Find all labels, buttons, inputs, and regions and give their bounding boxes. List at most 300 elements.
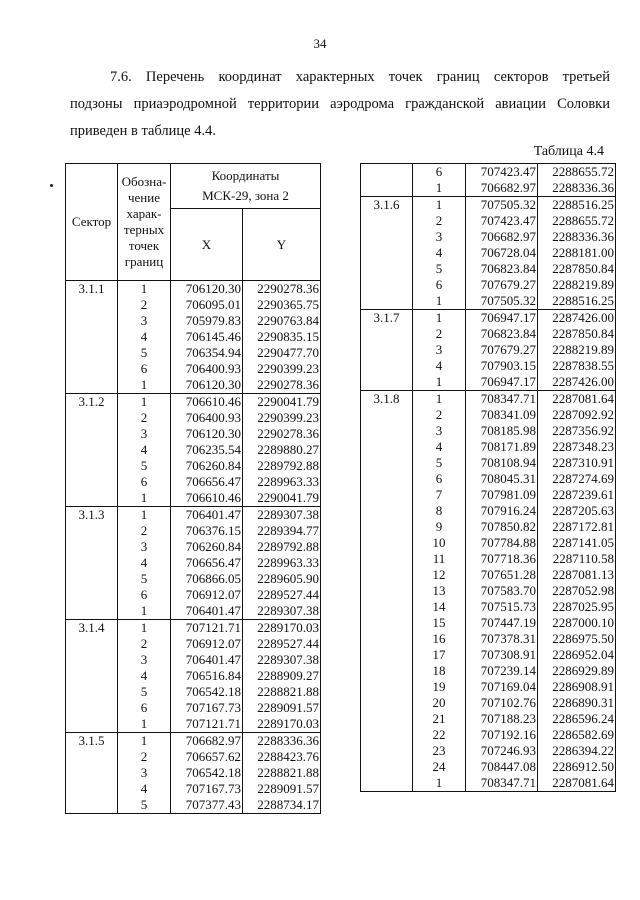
table-row bbox=[66, 781, 321, 797]
sector-cell bbox=[361, 663, 413, 679]
sector-cell bbox=[361, 213, 413, 229]
point-number-cell: 2 bbox=[118, 523, 171, 539]
x-coordinate-cell: 707916.24 bbox=[466, 503, 538, 519]
x-coordinate-cell: 706260.84 bbox=[171, 539, 243, 555]
point-number-cell: 4 bbox=[413, 245, 466, 261]
sector-cell bbox=[361, 519, 413, 535]
table-row bbox=[66, 458, 321, 474]
x-coordinate-cell: 706912.07 bbox=[171, 636, 243, 652]
point-number-cell: 1 bbox=[413, 374, 466, 391]
sector-cell: 3.1.5 bbox=[66, 733, 118, 750]
table-row bbox=[361, 180, 616, 197]
x-coordinate-cell: 708108.94 bbox=[466, 455, 538, 471]
point-number-cell: 1 bbox=[118, 716, 171, 733]
y-coordinate-cell: 2288734.17 bbox=[243, 797, 321, 814]
point-number-cell: 4 bbox=[118, 555, 171, 571]
x-coordinate-cell: 706260.84 bbox=[171, 458, 243, 474]
point-number-cell: 1 bbox=[118, 620, 171, 637]
point-number-cell: 4 bbox=[413, 439, 466, 455]
point-number-cell: 10 bbox=[413, 535, 466, 551]
sector-cell bbox=[361, 342, 413, 358]
x-coordinate-cell: 707850.82 bbox=[466, 519, 538, 535]
x-coordinate-cell: 707651.28 bbox=[466, 567, 538, 583]
x-coordinate-cell: 706120.30 bbox=[171, 426, 243, 442]
sector-cell bbox=[66, 781, 118, 797]
point-number-cell: 5 bbox=[118, 684, 171, 700]
scan-dot bbox=[50, 184, 53, 187]
x-coordinate-cell: 706400.93 bbox=[171, 361, 243, 377]
header-coords: Координаты МСК-29, зона 2 bbox=[171, 164, 321, 209]
table-row bbox=[66, 377, 321, 394]
y-coordinate-cell: 2287110.58 bbox=[552, 551, 614, 566]
y-coordinate-cell: 2289605.90 bbox=[257, 571, 319, 586]
y-coordinate-cell: 2290278.36 bbox=[243, 377, 321, 394]
point-number-cell: 17 bbox=[413, 647, 466, 663]
y-coordinate-cell: 2286394.22 bbox=[552, 743, 614, 758]
sector-cell bbox=[66, 458, 118, 474]
table-row bbox=[361, 423, 616, 439]
sector-cell bbox=[66, 668, 118, 684]
y-coordinate-cell: 2287850.84 bbox=[552, 326, 614, 341]
table-row bbox=[361, 615, 616, 631]
table-row bbox=[66, 361, 321, 377]
y-coordinate-cell: 2290835.15 bbox=[257, 329, 319, 344]
x-coordinate-cell: 706947.17 bbox=[466, 374, 538, 391]
y-coordinate-cell: 2287239.61 bbox=[552, 487, 614, 502]
y-coordinate-cell: 2286908.91 bbox=[552, 679, 614, 694]
y-coordinate-cell: 2287348.23 bbox=[552, 439, 614, 454]
point-number-cell: 1 bbox=[118, 603, 171, 620]
table-row bbox=[66, 733, 321, 750]
point-number-cell: 3 bbox=[118, 765, 171, 781]
y-coordinate-cell: 2289307.38 bbox=[243, 603, 321, 620]
point-number-cell: 12 bbox=[413, 567, 466, 583]
sector-cell bbox=[66, 684, 118, 700]
x-coordinate-cell: 706610.46 bbox=[171, 394, 243, 411]
sector-cell: 3.1.6 bbox=[361, 197, 413, 214]
sector-cell bbox=[66, 490, 118, 507]
sector-cell bbox=[361, 164, 413, 181]
table-row bbox=[361, 727, 616, 743]
header-designation: Обозна- чение харак- терных точек границ bbox=[118, 164, 171, 281]
x-coordinate-cell: 707784.88 bbox=[466, 535, 538, 551]
x-coordinate-cell: 707447.19 bbox=[466, 615, 538, 631]
point-number-cell: 6 bbox=[413, 164, 466, 181]
x-coordinate-cell: 706866.05 bbox=[171, 571, 243, 587]
sector-cell bbox=[66, 297, 118, 313]
point-number-cell: 3 bbox=[118, 426, 171, 442]
point-number-cell: 4 bbox=[118, 329, 171, 345]
y-coordinate-cell: 2290399.23 bbox=[257, 361, 319, 376]
x-coordinate-cell: 707423.47 bbox=[466, 164, 538, 181]
x-coordinate-cell: 707981.09 bbox=[466, 487, 538, 503]
sector-cell bbox=[361, 503, 413, 519]
table-row bbox=[66, 636, 321, 652]
intro-line-1: 7.6. Перечень координат характерных точек границ секторов третьей bbox=[110, 69, 610, 85]
intro-line-2: подзоны приаэродромной территории аэродрома гражданской авиации Соловки bbox=[70, 96, 610, 112]
point-number-cell: 1 bbox=[118, 377, 171, 394]
table-row bbox=[361, 326, 616, 342]
table-row bbox=[361, 455, 616, 471]
x-coordinate-cell: 706682.97 bbox=[466, 229, 538, 245]
y-coordinate-cell: 2289170.03 bbox=[243, 620, 321, 637]
header-y: Y bbox=[243, 209, 321, 281]
point-number-cell: 1 bbox=[118, 507, 171, 524]
y-coordinate-cell: 2289170.03 bbox=[243, 716, 321, 733]
point-number-cell: 6 bbox=[118, 361, 171, 377]
table-row bbox=[361, 679, 616, 695]
x-coordinate-cell: 707102.76 bbox=[466, 695, 538, 711]
table-row bbox=[66, 474, 321, 490]
table-row bbox=[361, 551, 616, 567]
y-coordinate-cell: 2286890.31 bbox=[552, 695, 614, 710]
x-coordinate-cell: 706400.93 bbox=[171, 410, 243, 426]
table-row bbox=[66, 765, 321, 781]
point-number-cell: 9 bbox=[413, 519, 466, 535]
x-coordinate-cell: 706610.46 bbox=[171, 490, 243, 507]
y-coordinate-cell: 2288336.36 bbox=[552, 229, 614, 244]
x-coordinate-cell: 707505.32 bbox=[466, 293, 538, 310]
y-coordinate-cell: 2288181.00 bbox=[552, 245, 614, 260]
table-row bbox=[361, 342, 616, 358]
table-row bbox=[361, 503, 616, 519]
table-row bbox=[66, 555, 321, 571]
point-number-cell: 3 bbox=[118, 539, 171, 555]
point-number-cell: 2 bbox=[118, 636, 171, 652]
y-coordinate-cell: 2290365.75 bbox=[257, 297, 319, 312]
table-row bbox=[66, 700, 321, 716]
sector-cell bbox=[361, 583, 413, 599]
y-coordinate-cell: 2290278.36 bbox=[243, 281, 321, 298]
x-coordinate-cell: 707121.71 bbox=[171, 620, 243, 637]
table-row bbox=[66, 620, 321, 637]
point-number-cell: 5 bbox=[118, 571, 171, 587]
y-coordinate-cell: 2289792.88 bbox=[257, 539, 319, 554]
table-row bbox=[361, 471, 616, 487]
x-coordinate-cell: 708341.09 bbox=[466, 407, 538, 423]
y-coordinate-cell: 2287092.92 bbox=[552, 407, 614, 422]
table-row bbox=[361, 277, 616, 293]
y-coordinate-cell: 2290278.36 bbox=[257, 426, 319, 441]
sector-cell bbox=[361, 567, 413, 583]
table-row bbox=[66, 716, 321, 733]
x-coordinate-cell: 705979.83 bbox=[171, 313, 243, 329]
y-coordinate-cell: 2286912.50 bbox=[552, 759, 614, 774]
sector-cell bbox=[66, 426, 118, 442]
sector-cell bbox=[361, 423, 413, 439]
x-coordinate-cell: 706682.97 bbox=[171, 733, 243, 750]
point-number-cell: 21 bbox=[413, 711, 466, 727]
x-coordinate-cell: 706656.47 bbox=[171, 555, 243, 571]
point-number-cell: 2 bbox=[118, 297, 171, 313]
table-row bbox=[361, 775, 616, 792]
y-coordinate-cell: 2289963.33 bbox=[257, 474, 319, 489]
x-coordinate-cell: 707515.73 bbox=[466, 599, 538, 615]
point-number-cell: 3 bbox=[118, 313, 171, 329]
y-coordinate-cell: 2287172.81 bbox=[552, 519, 614, 534]
point-number-cell: 11 bbox=[413, 551, 466, 567]
x-coordinate-cell: 707903.15 bbox=[466, 358, 538, 374]
point-number-cell: 20 bbox=[413, 695, 466, 711]
x-coordinate-cell: 708185.98 bbox=[466, 423, 538, 439]
y-coordinate-cell: 2286582.69 bbox=[552, 727, 614, 742]
sector-cell bbox=[361, 599, 413, 615]
sector-cell bbox=[361, 293, 413, 310]
sector-cell bbox=[66, 555, 118, 571]
y-coordinate-cell: 2287081.13 bbox=[552, 567, 614, 582]
sector-cell bbox=[361, 727, 413, 743]
point-number-cell: 3 bbox=[118, 652, 171, 668]
point-number-cell: 4 bbox=[118, 442, 171, 458]
x-coordinate-cell: 706376.15 bbox=[171, 523, 243, 539]
x-coordinate-cell: 707377.43 bbox=[171, 797, 243, 814]
x-coordinate-cell: 706401.47 bbox=[171, 652, 243, 668]
sector-cell bbox=[361, 551, 413, 567]
y-coordinate-cell: 2290041.79 bbox=[243, 394, 321, 411]
sector-cell bbox=[361, 439, 413, 455]
table-row bbox=[66, 313, 321, 329]
x-coordinate-cell: 707308.91 bbox=[466, 647, 538, 663]
table-row bbox=[66, 539, 321, 555]
table-row bbox=[66, 297, 321, 313]
sector-cell bbox=[66, 603, 118, 620]
x-coordinate-cell: 706516.84 bbox=[171, 668, 243, 684]
sector-cell bbox=[66, 313, 118, 329]
x-coordinate-cell: 707583.70 bbox=[466, 583, 538, 599]
table-row bbox=[66, 668, 321, 684]
sector-cell bbox=[66, 523, 118, 539]
y-coordinate-cell: 2288219.89 bbox=[552, 277, 614, 292]
table-row bbox=[361, 310, 616, 327]
table-row bbox=[361, 519, 616, 535]
sector-cell: 3.1.8 bbox=[361, 391, 413, 408]
x-coordinate-cell: 706120.30 bbox=[171, 377, 243, 394]
table-row bbox=[66, 329, 321, 345]
sector-cell bbox=[66, 442, 118, 458]
point-number-cell: 15 bbox=[413, 615, 466, 631]
table-row bbox=[361, 695, 616, 711]
y-coordinate-cell: 2288655.72 bbox=[552, 213, 614, 228]
x-coordinate-cell: 706728.04 bbox=[466, 245, 538, 261]
point-number-cell: 4 bbox=[118, 668, 171, 684]
point-number-cell: 13 bbox=[413, 583, 466, 599]
sector-cell bbox=[66, 539, 118, 555]
table-row bbox=[361, 261, 616, 277]
table-row bbox=[361, 197, 616, 214]
y-coordinate-cell: 2288219.89 bbox=[552, 342, 614, 357]
x-coordinate-cell: 706823.84 bbox=[466, 261, 538, 277]
sector-cell bbox=[66, 765, 118, 781]
y-coordinate-cell: 2289527.44 bbox=[257, 587, 319, 602]
sector-cell bbox=[66, 797, 118, 814]
table-row bbox=[361, 759, 616, 775]
point-number-cell: 5 bbox=[413, 261, 466, 277]
sector-cell: 3.1.7 bbox=[361, 310, 413, 327]
point-number-cell: 24 bbox=[413, 759, 466, 775]
x-coordinate-cell: 706657.62 bbox=[171, 749, 243, 765]
sector-cell bbox=[66, 587, 118, 603]
y-coordinate-cell: 2289091.57 bbox=[257, 781, 319, 796]
table-row bbox=[361, 229, 616, 245]
y-coordinate-cell: 2289307.38 bbox=[243, 507, 321, 524]
y-coordinate-cell: 2287850.84 bbox=[552, 261, 614, 276]
y-coordinate-cell: 2287081.64 bbox=[538, 391, 616, 408]
y-coordinate-cell: 2287205.63 bbox=[552, 503, 614, 518]
sector-cell bbox=[361, 374, 413, 391]
sector-cell bbox=[361, 407, 413, 423]
x-coordinate-cell: 707505.32 bbox=[466, 197, 538, 214]
point-number-cell: 4 bbox=[118, 781, 171, 797]
sector-cell bbox=[361, 245, 413, 261]
y-coordinate-cell: 2287081.64 bbox=[538, 775, 616, 792]
table-row bbox=[361, 599, 616, 615]
y-coordinate-cell: 2289880.27 bbox=[257, 442, 319, 457]
y-coordinate-cell: 2290399.23 bbox=[257, 410, 319, 425]
sector-cell bbox=[66, 329, 118, 345]
sector-cell bbox=[361, 180, 413, 197]
point-number-cell: 2 bbox=[413, 213, 466, 229]
sector-cell bbox=[66, 361, 118, 377]
sector-cell bbox=[361, 775, 413, 792]
y-coordinate-cell: 2287025.95 bbox=[552, 599, 614, 614]
sector-cell bbox=[361, 535, 413, 551]
y-coordinate-cell: 2287310.91 bbox=[552, 455, 614, 470]
y-coordinate-cell: 2290477.70 bbox=[257, 345, 319, 360]
x-coordinate-cell: 706947.17 bbox=[466, 310, 538, 327]
x-coordinate-cell: 708347.71 bbox=[466, 391, 538, 408]
y-coordinate-cell: 2287274.69 bbox=[552, 471, 614, 486]
x-coordinate-cell: 708045.31 bbox=[466, 471, 538, 487]
x-coordinate-cell: 707679.27 bbox=[466, 342, 538, 358]
point-number-cell: 2 bbox=[413, 407, 466, 423]
sector-cell bbox=[361, 471, 413, 487]
table-row bbox=[361, 164, 616, 181]
sector-cell bbox=[361, 759, 413, 775]
table-row bbox=[361, 407, 616, 423]
table-row bbox=[361, 743, 616, 759]
sector-cell bbox=[66, 377, 118, 394]
sector-cell bbox=[361, 631, 413, 647]
sector-cell bbox=[66, 474, 118, 490]
table-row bbox=[66, 281, 321, 298]
right-table-body bbox=[361, 164, 616, 792]
point-number-cell: 6 bbox=[413, 277, 466, 293]
table-row bbox=[66, 797, 321, 814]
table-row bbox=[66, 345, 321, 361]
point-number-cell: 2 bbox=[118, 749, 171, 765]
y-coordinate-cell: 2289792.88 bbox=[257, 458, 319, 473]
sector-cell bbox=[361, 229, 413, 245]
y-coordinate-cell: 2287000.10 bbox=[552, 615, 614, 630]
sector-cell bbox=[66, 410, 118, 426]
sector-cell bbox=[66, 749, 118, 765]
sector-cell bbox=[361, 615, 413, 631]
point-number-cell: 6 bbox=[118, 587, 171, 603]
y-coordinate-cell: 2288821.88 bbox=[257, 684, 319, 699]
point-number-cell: 1 bbox=[413, 180, 466, 197]
point-number-cell: 23 bbox=[413, 743, 466, 759]
intro-line-3: приведен в таблице 4.4. bbox=[70, 123, 216, 139]
y-coordinate-cell: 2287426.00 bbox=[538, 374, 616, 391]
y-coordinate-cell: 2286952.04 bbox=[552, 647, 614, 662]
table-row bbox=[361, 439, 616, 455]
x-coordinate-cell: 707169.04 bbox=[466, 679, 538, 695]
table-row bbox=[361, 358, 616, 374]
table-row bbox=[66, 587, 321, 603]
table-row bbox=[66, 571, 321, 587]
point-number-cell: 1 bbox=[413, 293, 466, 310]
point-number-cell: 6 bbox=[118, 474, 171, 490]
y-coordinate-cell: 2287141.05 bbox=[552, 535, 614, 550]
x-coordinate-cell: 706354.94 bbox=[171, 345, 243, 361]
point-number-cell: 22 bbox=[413, 727, 466, 743]
y-coordinate-cell: 2289091.57 bbox=[257, 700, 319, 715]
point-number-cell: 16 bbox=[413, 631, 466, 647]
x-coordinate-cell: 707167.73 bbox=[171, 700, 243, 716]
sector-cell bbox=[361, 487, 413, 503]
point-number-cell: 1 bbox=[413, 197, 466, 214]
table-row bbox=[361, 583, 616, 599]
table-row bbox=[361, 245, 616, 261]
y-coordinate-cell: 2289394.77 bbox=[257, 523, 319, 538]
table-row bbox=[66, 749, 321, 765]
y-coordinate-cell: 2287838.55 bbox=[552, 358, 614, 373]
point-number-cell: 6 bbox=[413, 471, 466, 487]
x-coordinate-cell: 706656.47 bbox=[171, 474, 243, 490]
point-number-cell: 1 bbox=[413, 775, 466, 792]
point-number-cell: 3 bbox=[413, 229, 466, 245]
sector-cell bbox=[66, 700, 118, 716]
sector-cell bbox=[66, 716, 118, 733]
sector-cell bbox=[66, 652, 118, 668]
y-coordinate-cell: 2288909.27 bbox=[257, 668, 319, 683]
sector-cell bbox=[361, 261, 413, 277]
table-row bbox=[361, 391, 616, 408]
point-number-cell: 1 bbox=[118, 733, 171, 750]
x-coordinate-cell: 706542.18 bbox=[171, 765, 243, 781]
point-number-cell: 8 bbox=[413, 503, 466, 519]
y-coordinate-cell: 2288655.72 bbox=[538, 164, 616, 181]
y-coordinate-cell: 2290763.84 bbox=[257, 313, 319, 328]
sector-cell bbox=[361, 695, 413, 711]
x-coordinate-cell: 707378.31 bbox=[466, 631, 538, 647]
sector-cell: 3.1.2 bbox=[66, 394, 118, 411]
point-number-cell: 1 bbox=[413, 310, 466, 327]
header-sector: Сектор bbox=[66, 164, 118, 281]
point-number-cell: 6 bbox=[118, 700, 171, 716]
coordinates-table-right bbox=[360, 163, 616, 792]
point-number-cell: 7 bbox=[413, 487, 466, 503]
y-coordinate-cell: 2286596.24 bbox=[552, 711, 614, 726]
intro-paragraph bbox=[70, 64, 610, 145]
point-number-cell: 14 bbox=[413, 599, 466, 615]
x-coordinate-cell: 706542.18 bbox=[171, 684, 243, 700]
x-coordinate-cell: 707167.73 bbox=[171, 781, 243, 797]
table-row bbox=[361, 567, 616, 583]
x-coordinate-cell: 708447.08 bbox=[466, 759, 538, 775]
sector-cell bbox=[66, 345, 118, 361]
left-table-body bbox=[66, 281, 321, 814]
y-coordinate-cell: 2288336.36 bbox=[538, 180, 616, 197]
point-number-cell: 19 bbox=[413, 679, 466, 695]
sector-cell bbox=[361, 455, 413, 471]
table-row bbox=[361, 487, 616, 503]
sector-cell: 3.1.1 bbox=[66, 281, 118, 298]
table-row bbox=[66, 523, 321, 539]
y-coordinate-cell: 2286929.89 bbox=[552, 663, 614, 678]
table-row bbox=[361, 213, 616, 229]
point-number-cell: 18 bbox=[413, 663, 466, 679]
